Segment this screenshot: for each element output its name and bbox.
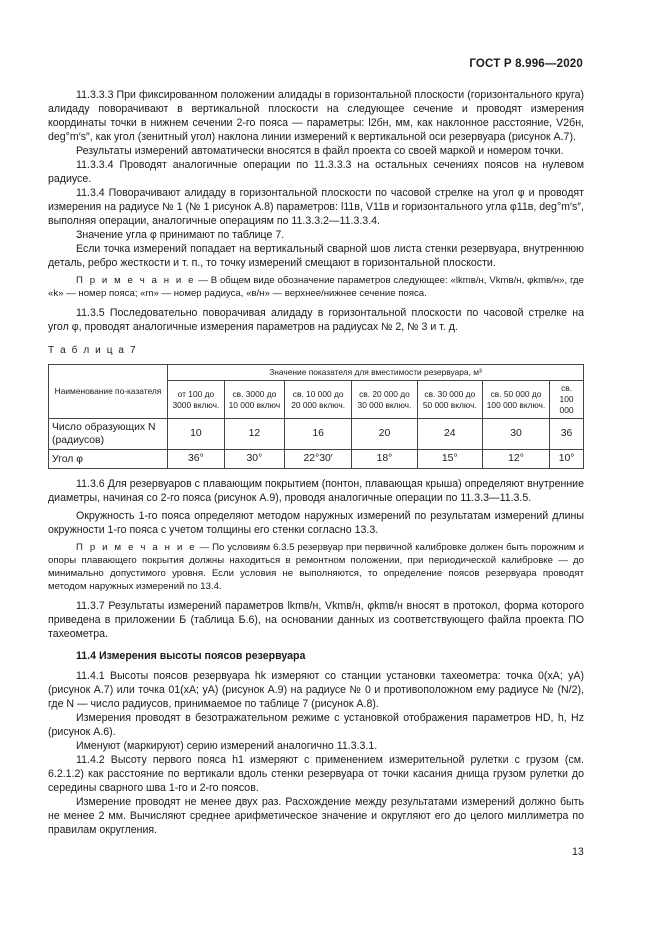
table-cell: 15° <box>417 450 482 469</box>
table-col-header: св. 100 000 <box>550 381 584 419</box>
table-cell: 20 <box>352 419 417 450</box>
paragraph-auto-results: Результаты измерений автоматически вносятся в файл проекта со своей маркой и номером точки. <box>76 145 564 157</box>
table-row-label: Угол φ <box>49 450 168 469</box>
paragraph-11-3-4: 11.3.4 Поворачивают алидаду в горизонтальной плоскости по часовой стрелке на угол φ и проводят измерения на радиусе № 1 (№ 1 рисунок А.8) параметров: l11в, V11в и горизонтального угла φ11в, deg°m′s″, выполняя операции, аналогичные операциям по 11.3.3.2—11.3.3.4. <box>48 187 584 227</box>
document-body <box>48 88 584 837</box>
table-cell: 16 <box>284 419 351 450</box>
paragraph-11-3-7: 11.3.7 Результаты измерений параметров lkmв/н, Vkmв/н, φkmв/н вносят в протокол, форма которого приведена в приложении Б (таблица Б.6), на основании данных из соответствующего файла проекта ПО тахеометра. <box>48 600 584 640</box>
table-row <box>49 450 584 469</box>
table-cell: 36° <box>168 450 225 469</box>
paragraph-offline-mode: Измерения проводят в безотражательном режиме с установкой отображения параметров HD, h, Hz (рисунок А.6). <box>48 712 584 738</box>
table-cell: 18° <box>352 450 417 469</box>
table-cell: 30 <box>482 419 549 450</box>
table-cell: 12 <box>224 419 284 450</box>
paragraph-angle: Значение угла φ принимают по таблице 7. <box>76 229 285 241</box>
table-col-header: св. 20 000 до 30 000 включ. <box>352 381 417 419</box>
table-cell: 24 <box>417 419 482 450</box>
note-1-label: П р и м е ч а н и е <box>76 275 196 286</box>
page-number: 13 <box>572 846 584 858</box>
table-col-header: св. 30 000 до 50 000 включ. <box>417 381 482 419</box>
table-7 <box>48 364 584 469</box>
table-cell: 10° <box>550 450 584 469</box>
table-caption: Т а б л и ц а 7 <box>48 345 138 356</box>
paragraph-weld: Если точка измерений попадает на вертикальный сварной шов листа стенки резервуара, внутреннюю деталь, ребро жесткости и т. п., то точку измерений смещают в горизонтальной плоскости. <box>48 243 584 269</box>
table-group-header: Значение показателя для вместимости резервуара, м³ <box>168 365 584 381</box>
paragraph-circumference: Окружность 1-го пояса определяют методом наружных измерений по результатам измерений длины окружности 1-го пояса с учетом толщины его стенки согласно 13.3. <box>48 510 584 536</box>
table-cell: 22°30′ <box>284 450 351 469</box>
note-1 <box>48 274 584 300</box>
table-cell: 12° <box>482 450 549 469</box>
note-2-text: — По условиям 6.3.5 резервуар при первичной калибровке должен быть порожним и опоры плавающего покрытия должны находиться в ремонтном положении, при периодической калибровке — до минимально допустимого уровня. Если условия не выполняются, то определение поясов резервуара проводят методом наружных измерений по 13.4. <box>48 542 584 592</box>
paragraph-marking: Именуют (маркируют) серию измерений аналогично 11.3.3.1. <box>76 740 378 752</box>
paragraph-11-4-2: 11.4.2 Высоту первого пояса h1 измеряют с применением измерительной рулетки с грузом (см. 6.2.1.2) как расстояние по вертикали вдоль стенки резервуара от точки касания днища грузом рулетки до середины сварного шва 1-го и 2-го поясов. <box>48 754 584 794</box>
table-row <box>49 419 584 450</box>
table-cell: 10 <box>168 419 225 450</box>
paragraph-11-3-3-4: 11.3.3.4 Проводят аналогичные операции по 11.3.3.3 на остальных сечениях поясов на нулевом радиусе. <box>48 159 584 185</box>
paragraph-11-3-5: 11.3.5 Последовательно поворачивая алидаду в горизонтальной плоскости по часовой стрелке на угол φ, проводят аналогичные измерения параметров на радиусах № 2, № 3 и т. д. <box>48 307 584 333</box>
table-cell: 30° <box>224 450 284 469</box>
paragraph-11-3-6: 11.3.6 Для резервуаров с плавающим покрытием (понтон, плавающая крыша) определяют внутренние диаметры, начиная со 2-го пояса (рисунок А.9), проводя аналогичные операции по 11.3.3—11.3.5. <box>48 478 584 504</box>
document-header: ГОСТ Р 8.996—2020 <box>469 58 583 70</box>
table-name-header: Наименование по-казателя <box>49 365 168 419</box>
table-cell: 36 <box>550 419 584 450</box>
table-col-header: св. 10 000 до 20 000 включ. <box>284 381 351 419</box>
paragraph-twice: Измерение проводят не менее двух раз. Расхождение между результатами измерений должно быть не менее 2 мм. Вычисляют среднее арифметическое значение и округляют его до целого миллиметра по правилам округления. <box>48 796 584 836</box>
section-title-11-4: 11.4 Измерения высоты поясов резервуара <box>76 650 306 662</box>
note-2 <box>48 541 584 593</box>
table-col-header: от 100 до 3000 включ. <box>168 381 225 419</box>
note-1-text: — В общем виде обозначение параметров следующее: «lkmв/н, Vkmв/н, φkmв/н», где «k» — номер пояса; «m» — номер радиуса, «в/н» — верхнее/нижнее сечение пояса. <box>48 275 584 299</box>
note-2-label: П р и м е ч а н и е <box>76 542 197 553</box>
table-col-header: св. 50 000 до 100 000 включ. <box>482 381 549 419</box>
table-col-header: св. 3000 до 10 000 включ <box>224 381 284 419</box>
table-row-label: Число образующих N (радиусов) <box>49 419 168 450</box>
paragraph-11-3-3-3: 11.3.3.3 При фиксированном положении алидады в горизонтальной плоскости (горизонтального круга) алидаду поворачивают в вертикальной плоскости на следующее сечение и проводят измерения координаты точки в нижнем сечении 2-го пояса — параметры: l2бн, мм, как наклонное расстояние, V2бн, deg°m′s″, как угол (зенитный угол) наклона линии измерений к вертикальной оси резервуара (рисунок А.7). <box>48 89 584 143</box>
paragraph-11-4-1: 11.4.1 Высоты поясов резервуара hk измеряют со станции установки тахеометра: точка 0(xA; yA) (рисунок А.7) или точка 01(xA; yA) (рисунок А.9) на радиусе № 0 и противоположном ему радиусе № (N/2), где N — число радиусов, принимаемое по таблице 7 (рисунок А.8). <box>48 670 584 710</box>
